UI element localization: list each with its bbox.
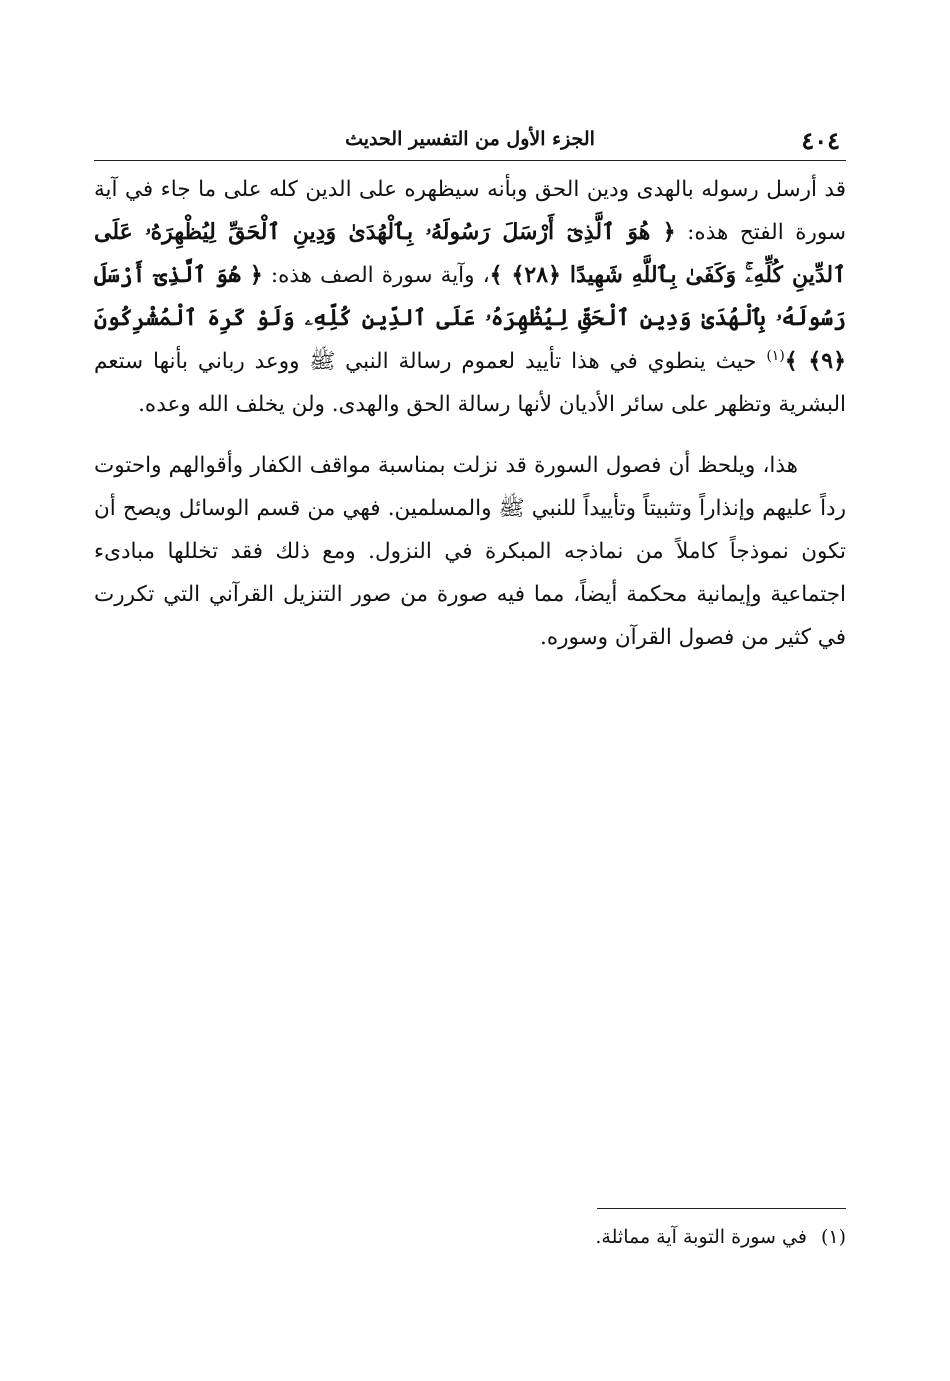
running-title: الجزء الأول من التفسير الحديث <box>345 128 595 150</box>
paragraph-2: هذا، ويلحظ أن فصول السورة قد نزلت بمناسبة مواقف الكفار وأقوالهم واحتوت رداً عليهم وإنذاراً وتثبيتاً وتأييداً للنبي ﷺ والمسلمين. فهي من قسم الوسائل ويصح أن تكون نموذجاً كاملاً من نماذجه المبكرة في النزول. ومع ذلك فقد تخللها مبادىء اجتماعية وإيمانية محكمة أيضاً، مما فيه صورة من صور التنزيل القرآني التي تكررت في كثير من فصول القرآن وسوره. <box>94 453 846 650</box>
paragraph-1-intro: قد أرسل رسوله بالهدى ودين الحق وبأنه سيظهره على الدين كله على ما جاء في آية سورة الفتح هذه: <box>94 177 847 245</box>
paragraph-1-middle: ، وآية سورة الصف هذه: <box>262 263 490 288</box>
quran-verse-as-saff: ﴿ هُوَ ٱلَّذِىٓ أَرْسَلَ رَسُولَهُۥ بِٱلْهُدَىٰ وَدِينِ ٱلْحَقِّ لِيُظْهِرَهُۥ عَلَى ٱلدِّينِ كُلِّهِۦ وَلَوْ كَرِهَ ٱلْمُشْرِكُونَ ﴿٩﴾ ﴾ <box>94 262 846 374</box>
body-text <box>94 168 846 659</box>
footnote-reference: (١) <box>766 347 785 364</box>
page-number: ٤٠٤ <box>801 126 840 155</box>
footnote-text: في سورة التوبة آية مماثلة. <box>595 1226 807 1248</box>
paragraph-1-outro: حيث ينطوي في هذا تأييد لعموم رسالة النبي ﷺ ووعد رباني بأنها ستعم البشرية وتظهر على سائر الأديان لأنها رسالة الحق والهدى. ولن يخلف الله وعده. <box>94 349 846 417</box>
paragraph-1 <box>94 168 846 426</box>
footnote-marker: (١) <box>820 1226 846 1248</box>
quran-verse-al-fath: ﴿ هُوَ ٱلَّذِىٓ أَرْسَلَ رَسُولَهُۥ بِٱلْهُدَىٰ وَدِينِ ٱلْحَقِّ لِيُظْهِرَهُۥ عَلَى ٱلدِّينِ كُلِّهِۦۚ وَكَفَىٰ بِٱللَّهِ شَهِيدًا ﴿٢٨﴾ ﴾ <box>94 219 846 288</box>
footnote <box>94 1222 846 1252</box>
footnote-rule <box>597 1208 846 1209</box>
page-header <box>94 118 846 158</box>
header-rule <box>94 160 846 161</box>
